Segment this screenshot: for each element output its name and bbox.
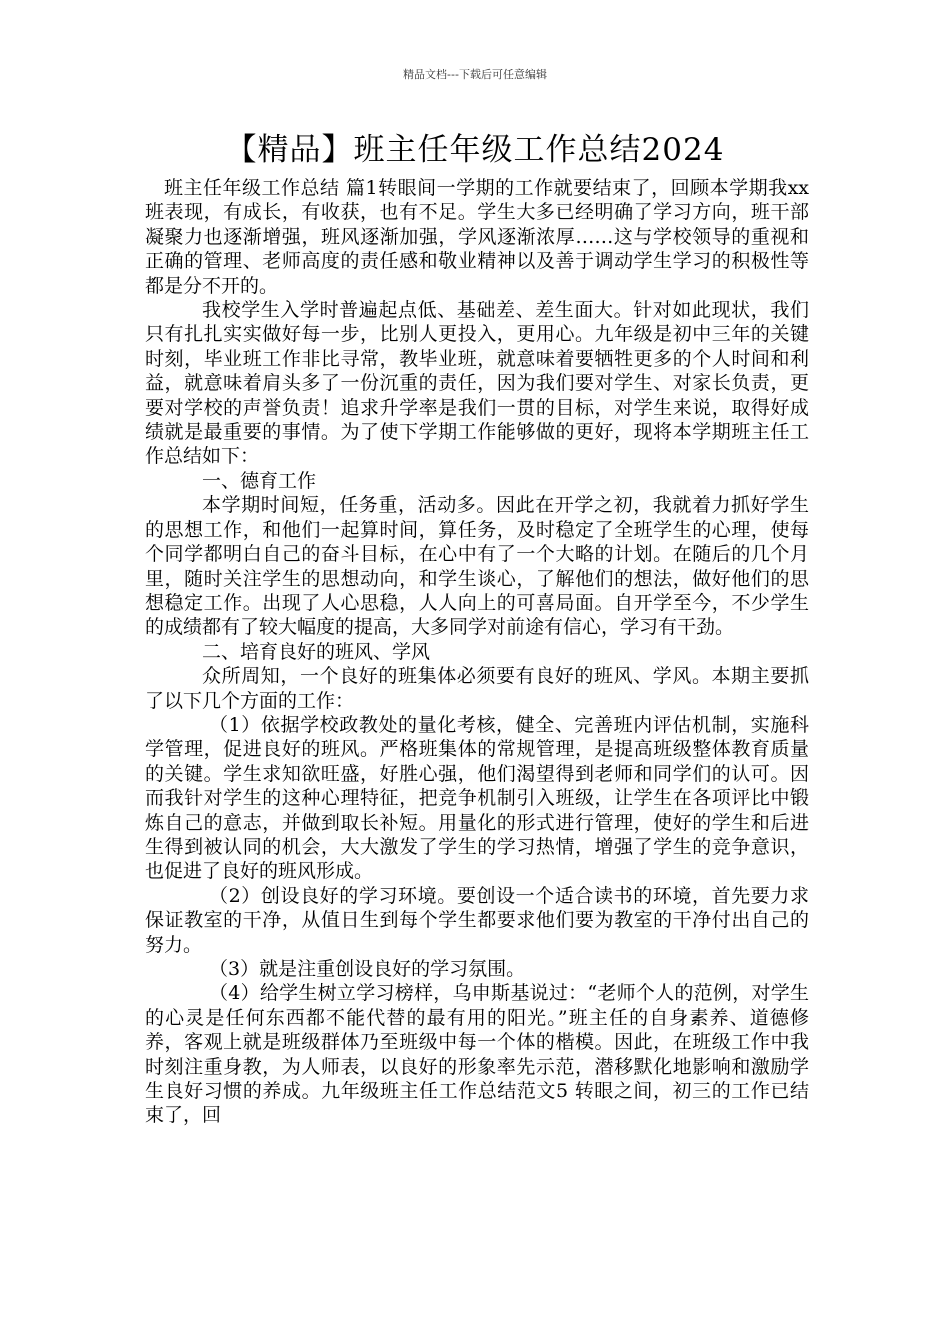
list-item: （2）创设良好的学习环境。要创设一个适合读书的环境，首先要力求保证教室的干净，从值日生到每个学生都要求他们要为教室的干净付出自己的努力。 [145,884,809,956]
section-heading: 一、德育工作 [202,469,317,492]
list-item: （4）给学生树立学习榜样，乌申斯基说过：“老师个人的范例，对学生的心灵是任何东西都不能代替的最有用的阳光。”班主任的自身素养、道德修养，客观上就是班级群体乃至班级中每一个体的楷模。因此，在班级工作中我时刻注重身教，为人师表，以良好的形象率先示范，潜移默化地影响和激励学生良好习惯的养成。九年级班主任工作总结范文5 转眼之间，初三的工作已结束了，回 [145,982,809,1127]
list-item: （1）依据学校政教处的量化考核，健全、完善班内评估机制，实施科学管理，促进良好的班风。严格班集体的常规管理，是提高班级整体教育质量的关键。学生求知欲旺盛，好胜心强，他们渴望得到老师和同学们的认可。因而我针对学生的这种心理特征，把竞争机制引入班级，让学生在各项评比中锻炼自己的意志，并做到取长补短。用量化的形式进行管理，使好的学生和后进生得到被认同的机会，大大激发了学生的学习热情，增强了学生的竞争意识，也促进了良好的班风形成。 [145,713,809,883]
paragraph: 本学期时间短，任务重，活动多。因此在开学之初，我就着力抓好学生的思想工作，和他们一起算时间，算任务，及时稳定了全班学生的心理，使每个同学都明白自己的奋斗目标，在心中有了一个大略的计划。在随后的几个月里，随时关注学生的思想动向，和学生谈心，了解他们的想法，做好他们的思想稳定工作。出现了人心思稳，人人向上的可喜局面。自开学至今，不少学生的成绩都有了较大幅度的提高，大多同学对前途有信心，学习有干劲。 [145,494,809,639]
paragraph: 众所周知，一个良好的班集体必须要有良好的班风、学风。本期主要抓了以下几个方面的工作： [145,665,809,712]
paragraph: 我校学生入学时普遍起点低、基础差、差生面大。针对如此现状，我们只有扎扎实实做好每一步，比别人更投入，更用心。九年级是初中三年的关键时刻，毕业班工作非比寻常，教毕业班，就意味着要牺牲更多的个人时间和利益，就意味着肩头多了一份沉重的责任，因为我们要对学生、对家长负责，更要对学校的声誉负责！追求升学率是我们一贯的目标，对学生来说，取得好成绩就是最重要的事情。为了使下学期工作能够做的更好，现将本学期班主任工作总结如下： [145,299,809,468]
header-note: 精品文档---下载后可任意编辑 [403,68,547,81]
paragraph: 班主任年级工作总结 篇1转眼间一学期的工作就要结束了，回顾本学期我xx班表现，有成长，有收获，也有不足。学生大多已经明确了学习方向，班干部凝聚力也逐渐增强，班风逐渐加强，学风逐渐浓厚……这与学校领导的重视和正确的管理、老师高度的责任感和敬业精神以及善于调动学生学习的积极性等都是分不开的。 [145,177,809,297]
document-body [145,176,809,1128]
section-heading: 二、培育良好的班风、学风 [202,640,431,663]
document-title: 【精品】班主任年级工作总结2024 [225,132,725,168]
list-item: （3）就是注重创设良好的学习氛围。 [209,958,526,980]
